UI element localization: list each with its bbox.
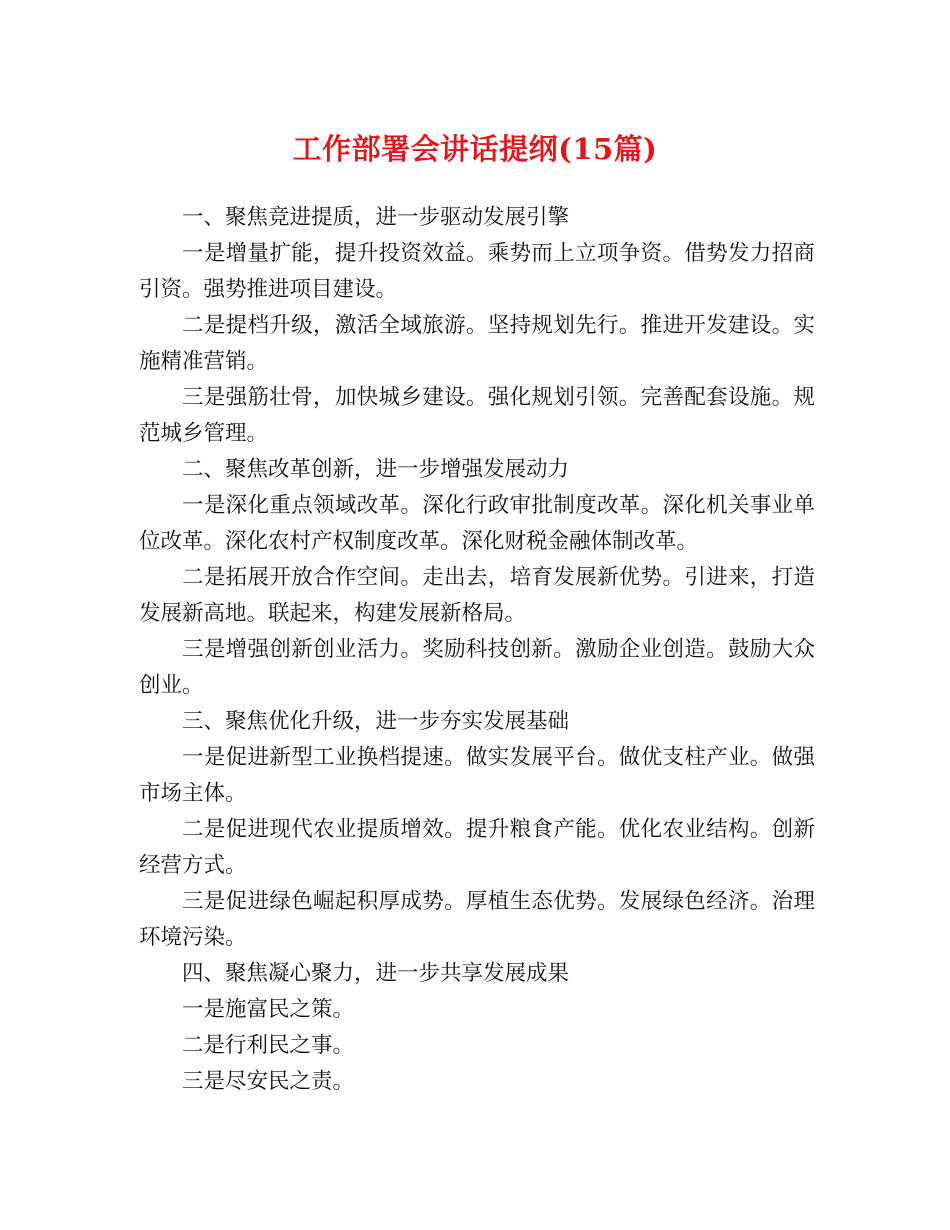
paragraph: 三是增强创新创业活力。奖励科技创新。激励企业创造。鼓励大众创业。 bbox=[139, 637, 815, 698]
section-heading-2: 二、聚焦改革创新，进一步增强发展动力 bbox=[182, 457, 570, 482]
paragraph: 二是促进现代农业提质增效。提升粮食产能。优化农业结构。创新经营方式。 bbox=[139, 817, 815, 878]
paragraph: 三是促进绿色崛起积厚成势。厚植生态优势。发展绿色经济。治理环境污染。 bbox=[139, 889, 815, 950]
paragraph: 二是提档升级，激活全域旅游。坚持规划先行。推进开发建设。实施精准营销。 bbox=[139, 313, 815, 374]
section-heading-3: 三、聚焦优化升级，进一步夯实发展基础 bbox=[182, 709, 570, 734]
paragraph: 二是行利民之事。 bbox=[182, 1033, 355, 1058]
paragraph: 一是深化重点领域改革。深化行政审批制度改革。深化机关事业单位改革。深化农村产权制度改革。深化财税金融体制改革。 bbox=[139, 493, 815, 554]
paragraph: 二是拓展开放合作空间。走出去，培育发展新优势。引进来，打造发展新高地。联起来，构建发展新格局。 bbox=[139, 565, 815, 626]
document-body bbox=[139, 200, 815, 1100]
document-title: 工作部署会讲话提纲(15篇) bbox=[292, 132, 658, 166]
section-heading-4: 四、聚焦凝心聚力，进一步共享发展成果 bbox=[182, 961, 570, 986]
paragraph: 一是促进新型工业换档提速。做实发展平台。做优支柱产业。做强市场主体。 bbox=[139, 745, 815, 806]
paragraph: 三是强筋壮骨，加快城乡建设。强化规划引领。完善配套设施。规范城乡管理。 bbox=[139, 385, 815, 446]
section-heading-1: 一、聚焦竞进提质，进一步驱动发展引擎 bbox=[182, 205, 570, 230]
paragraph: 一是增量扩能，提升投资效益。乘势而上立项争资。借势发力招商引资。强势推进项目建设。 bbox=[139, 241, 815, 302]
paragraph: 三是尽安民之责。 bbox=[182, 1069, 355, 1094]
paragraph: 一是施富民之策。 bbox=[182, 997, 355, 1022]
